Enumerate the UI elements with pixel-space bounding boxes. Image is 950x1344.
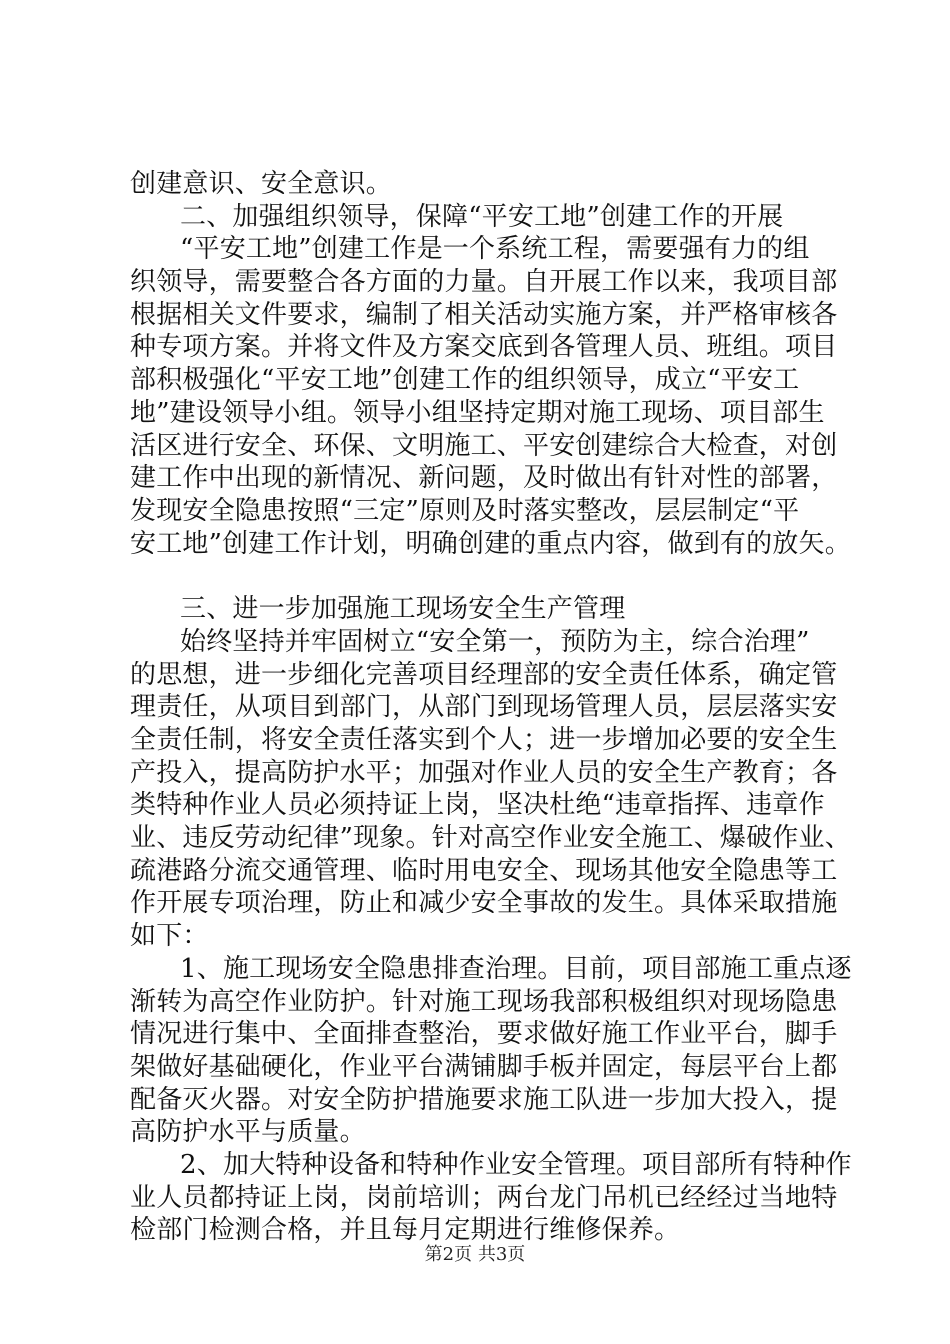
text-line: 情况进行集中、全面排查整治，要求做好施工作业平台，脚手 [130, 1019, 838, 1050]
text-line: 作开展专项治理，防止和减少安全事故的发生。具体采取措施 [130, 888, 838, 919]
text-line: 架做好基础硬化，作业平台满铺脚手板并固定，每层平台上都 [130, 1051, 838, 1082]
paragraph-gap [130, 560, 850, 593]
text-line: 活区进行安全、环保、文明施工、平安创建综合大检查，对创 [130, 430, 838, 461]
text-line: 根据相关文件要求，编制了相关活动实施方案，并严格审核各 [130, 299, 838, 330]
text-line: 业人员都持证上岗，岗前培训；两台龙门吊机已经经过当地特 [130, 1182, 838, 1213]
page-number: 第2页 共3页 [424, 1244, 526, 1265]
list-item-1: 1、施工现场安全隐患排查治理。目前，项目部施工重点逐 [180, 953, 852, 984]
page-footer [0, 1243, 950, 1267]
document-body [130, 168, 850, 1247]
text-line: 配备灭火器。对安全防护措施要求施工队进一步加大投入，提 [130, 1084, 838, 1115]
text-line: 业、违反劳动纪律”现象。针对高空作业安全施工、爆破作业、 [130, 823, 851, 854]
section-heading-2: 二、加强组织领导，保障“平安工地”创建工作的开展 [180, 201, 784, 232]
text-line: 部积极强化“平安工地”创建工作的组织领导，成立“平安工 [130, 365, 800, 396]
text-line: 发现安全隐患按照“三定”原则及时落实整改，层层制定“平 [130, 495, 800, 526]
text-line: 的思想，进一步细化完善项目经理部的安全责任体系，确定管 [130, 659, 838, 690]
text-line: 渐转为高空作业防护。针对施工现场我部积极组织对现场隐患 [130, 986, 838, 1017]
text-line: 全责任制，将安全责任落实到个人；进一步增加必要的安全生 [130, 725, 838, 755]
text-line: 类特种作业人员必须持证上岗，坚决杜绝“违章指挥、违章作 [130, 790, 825, 821]
text-line: 织领导，需要整合各方面的力量。自开展工作以来，我项目部 [130, 267, 838, 298]
text-line: 始终坚持并牢固树立“安全第一，预防为主，综合治理” [180, 626, 810, 657]
text-line: 如下： [130, 921, 209, 952]
text-line: 地”建设领导小组。领导小组坚持定期对施工现场、项目部生 [130, 397, 825, 428]
text-line: “平安工地”创建工作是一个系统工程，需要强有力的组 [180, 234, 810, 265]
text-line: 种专项方案。并将文件及方案交底到各管理人员、班组。项目 [130, 332, 838, 363]
text-line: 疏港路分流交通管理、临时用电安全、现场其他安全隐患等工 [130, 855, 838, 886]
text-line: 产投入，提高防护水平；加强对作业人员的安全生产教育；各 [130, 757, 838, 788]
text-line: 高防护水平与质量。 [130, 1117, 366, 1148]
text-line: 建工作中出现的新情况、新问题，及时做出有针对性的部署， [130, 463, 838, 494]
section-heading-3: 三、进一步加强施工现场安全生产管理 [180, 594, 626, 625]
text-line: 安工地”创建工作计划，明确创建的重点内容，做到有的放矢。 [130, 528, 851, 559]
text-line: 检部门检测合格，并且每月定期进行维修保养。 [130, 1215, 681, 1246]
list-item-2: 2、加大特种设备和特种作业安全管理。项目部所有特种作 [180, 1149, 852, 1180]
text-line: 创建意识、安全意识。 [130, 169, 393, 199]
text-line: 理责任，从项目到部门，从部门到现场管理人员，层层落实安 [130, 692, 838, 723]
